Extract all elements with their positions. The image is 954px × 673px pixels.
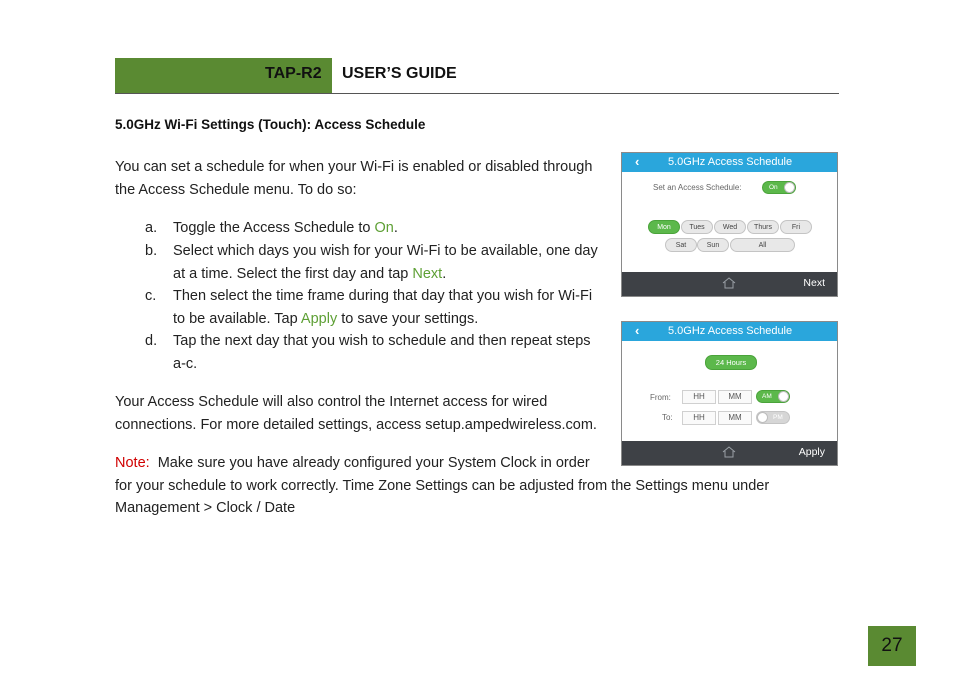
day-button-all[interactable]: All [730, 238, 795, 252]
to-minute-field[interactable]: MM [718, 411, 752, 425]
step-letter: d. [145, 333, 158, 349]
24-hours-button[interactable]: 24 Hours [705, 355, 757, 370]
step-a [145, 217, 398, 240]
day-button-tues[interactable]: Tues [681, 220, 713, 234]
from-am-pm-toggle[interactable] [756, 390, 790, 403]
step-text: to be available. Tap [173, 310, 301, 327]
step-text: Tap the next day that you wish to schedule and then repeat steps [173, 333, 591, 349]
page-number: 27 [868, 626, 916, 666]
step-b [145, 240, 598, 285]
step-continuation: a-c. [173, 355, 198, 372]
step-c [145, 285, 592, 330]
apply-button[interactable]: Apply [798, 446, 825, 458]
to-am-pm-toggle[interactable] [756, 411, 790, 424]
wired-line-2: connections. For more detailed settings, access setup.ampedwireless.com. [115, 416, 597, 433]
screen-title: 5.0GHz Access Schedule [668, 156, 793, 168]
step-d [145, 330, 591, 375]
step-text: Then select the time frame during that day that you wish for Wi-Fi [173, 288, 593, 304]
pm-label: PM [773, 414, 783, 421]
day-button-sun[interactable]: Sun [697, 238, 729, 252]
day-button-thurs[interactable]: Thurs [747, 220, 779, 234]
step-text-end: . [442, 265, 447, 282]
note-label: Note: [115, 455, 150, 471]
wired-paragraph [115, 391, 597, 436]
to-hour-field[interactable]: HH [682, 411, 716, 425]
access-schedule-toggle[interactable] [762, 181, 796, 194]
step-text: Select which days you wish for your Wi-Fi to be available, one day [173, 243, 598, 259]
screen-title-bar [622, 153, 837, 172]
screenshot-access-schedule-time [621, 321, 838, 466]
to-label: To: [662, 413, 673, 422]
back-chevron-icon[interactable]: ‹ [635, 323, 640, 338]
step-text: Toggle the Access Schedule to [173, 220, 375, 236]
intro-paragraph [115, 156, 592, 201]
setting-label: Set an Access Schedule: [653, 183, 742, 192]
step-letter: a. [145, 220, 158, 236]
step-letter: c. [145, 288, 157, 304]
toggle-knob [757, 412, 768, 423]
day-button-fri[interactable]: Fri [780, 220, 812, 234]
step-continuation [145, 263, 598, 286]
intro-line-2: the Access Schedule menu. To do so: [115, 181, 357, 198]
toggle-knob [778, 391, 789, 402]
wired-line-1: Your Access Schedule will also control the Internet access for wired [115, 394, 548, 410]
next-button[interactable]: Next [803, 277, 825, 289]
step-highlight: On [374, 220, 394, 236]
note-line-1: Make sure you have already configured your System Clock in order [149, 455, 590, 471]
step-text-end: to save your settings. [337, 310, 479, 327]
back-chevron-icon[interactable]: ‹ [635, 154, 640, 169]
screen-footer [622, 272, 837, 296]
home-icon[interactable] [722, 277, 736, 289]
screen-footer [622, 441, 837, 465]
from-minute-field[interactable]: MM [718, 390, 752, 404]
toggle-knob [784, 182, 795, 193]
day-button-sat[interactable]: Sat [665, 238, 697, 252]
day-button-mon[interactable]: Mon [648, 220, 680, 234]
home-icon[interactable] [722, 446, 736, 458]
header-model: TAP-R2 [265, 65, 322, 82]
step-highlight: Apply [300, 310, 338, 327]
intro-line-1: You can set a schedule for when your Wi-Fi is enabled or disabled through [115, 159, 593, 175]
from-hour-field[interactable]: HH [682, 390, 716, 404]
screen-title: 5.0GHz Access Schedule [668, 325, 793, 337]
am-label: AM [762, 393, 772, 400]
screen-title-bar [622, 322, 837, 341]
note-line-2: for your schedule to work correctly. Time Zone Settings can be adjusted from the Settings menu under [115, 477, 770, 494]
header-guide-title: USER’S GUIDE [342, 65, 457, 82]
note-line-3: Management > Clock / Date [115, 500, 296, 516]
from-label: From: [650, 393, 671, 402]
step-text-end: . [393, 220, 398, 236]
toggle-label: On [769, 184, 778, 191]
step-letter: b. [145, 243, 158, 259]
step-text: at a time. Select the first day and tap [173, 265, 413, 282]
section-title: 5.0GHz Wi-Fi Settings (Touch): Access Schedule [115, 117, 426, 132]
screenshot-access-schedule-days [621, 152, 838, 297]
step-highlight: Next [412, 265, 443, 282]
step-continuation [145, 308, 592, 331]
day-button-wed[interactable]: Wed [714, 220, 746, 234]
header-divider [115, 93, 839, 94]
